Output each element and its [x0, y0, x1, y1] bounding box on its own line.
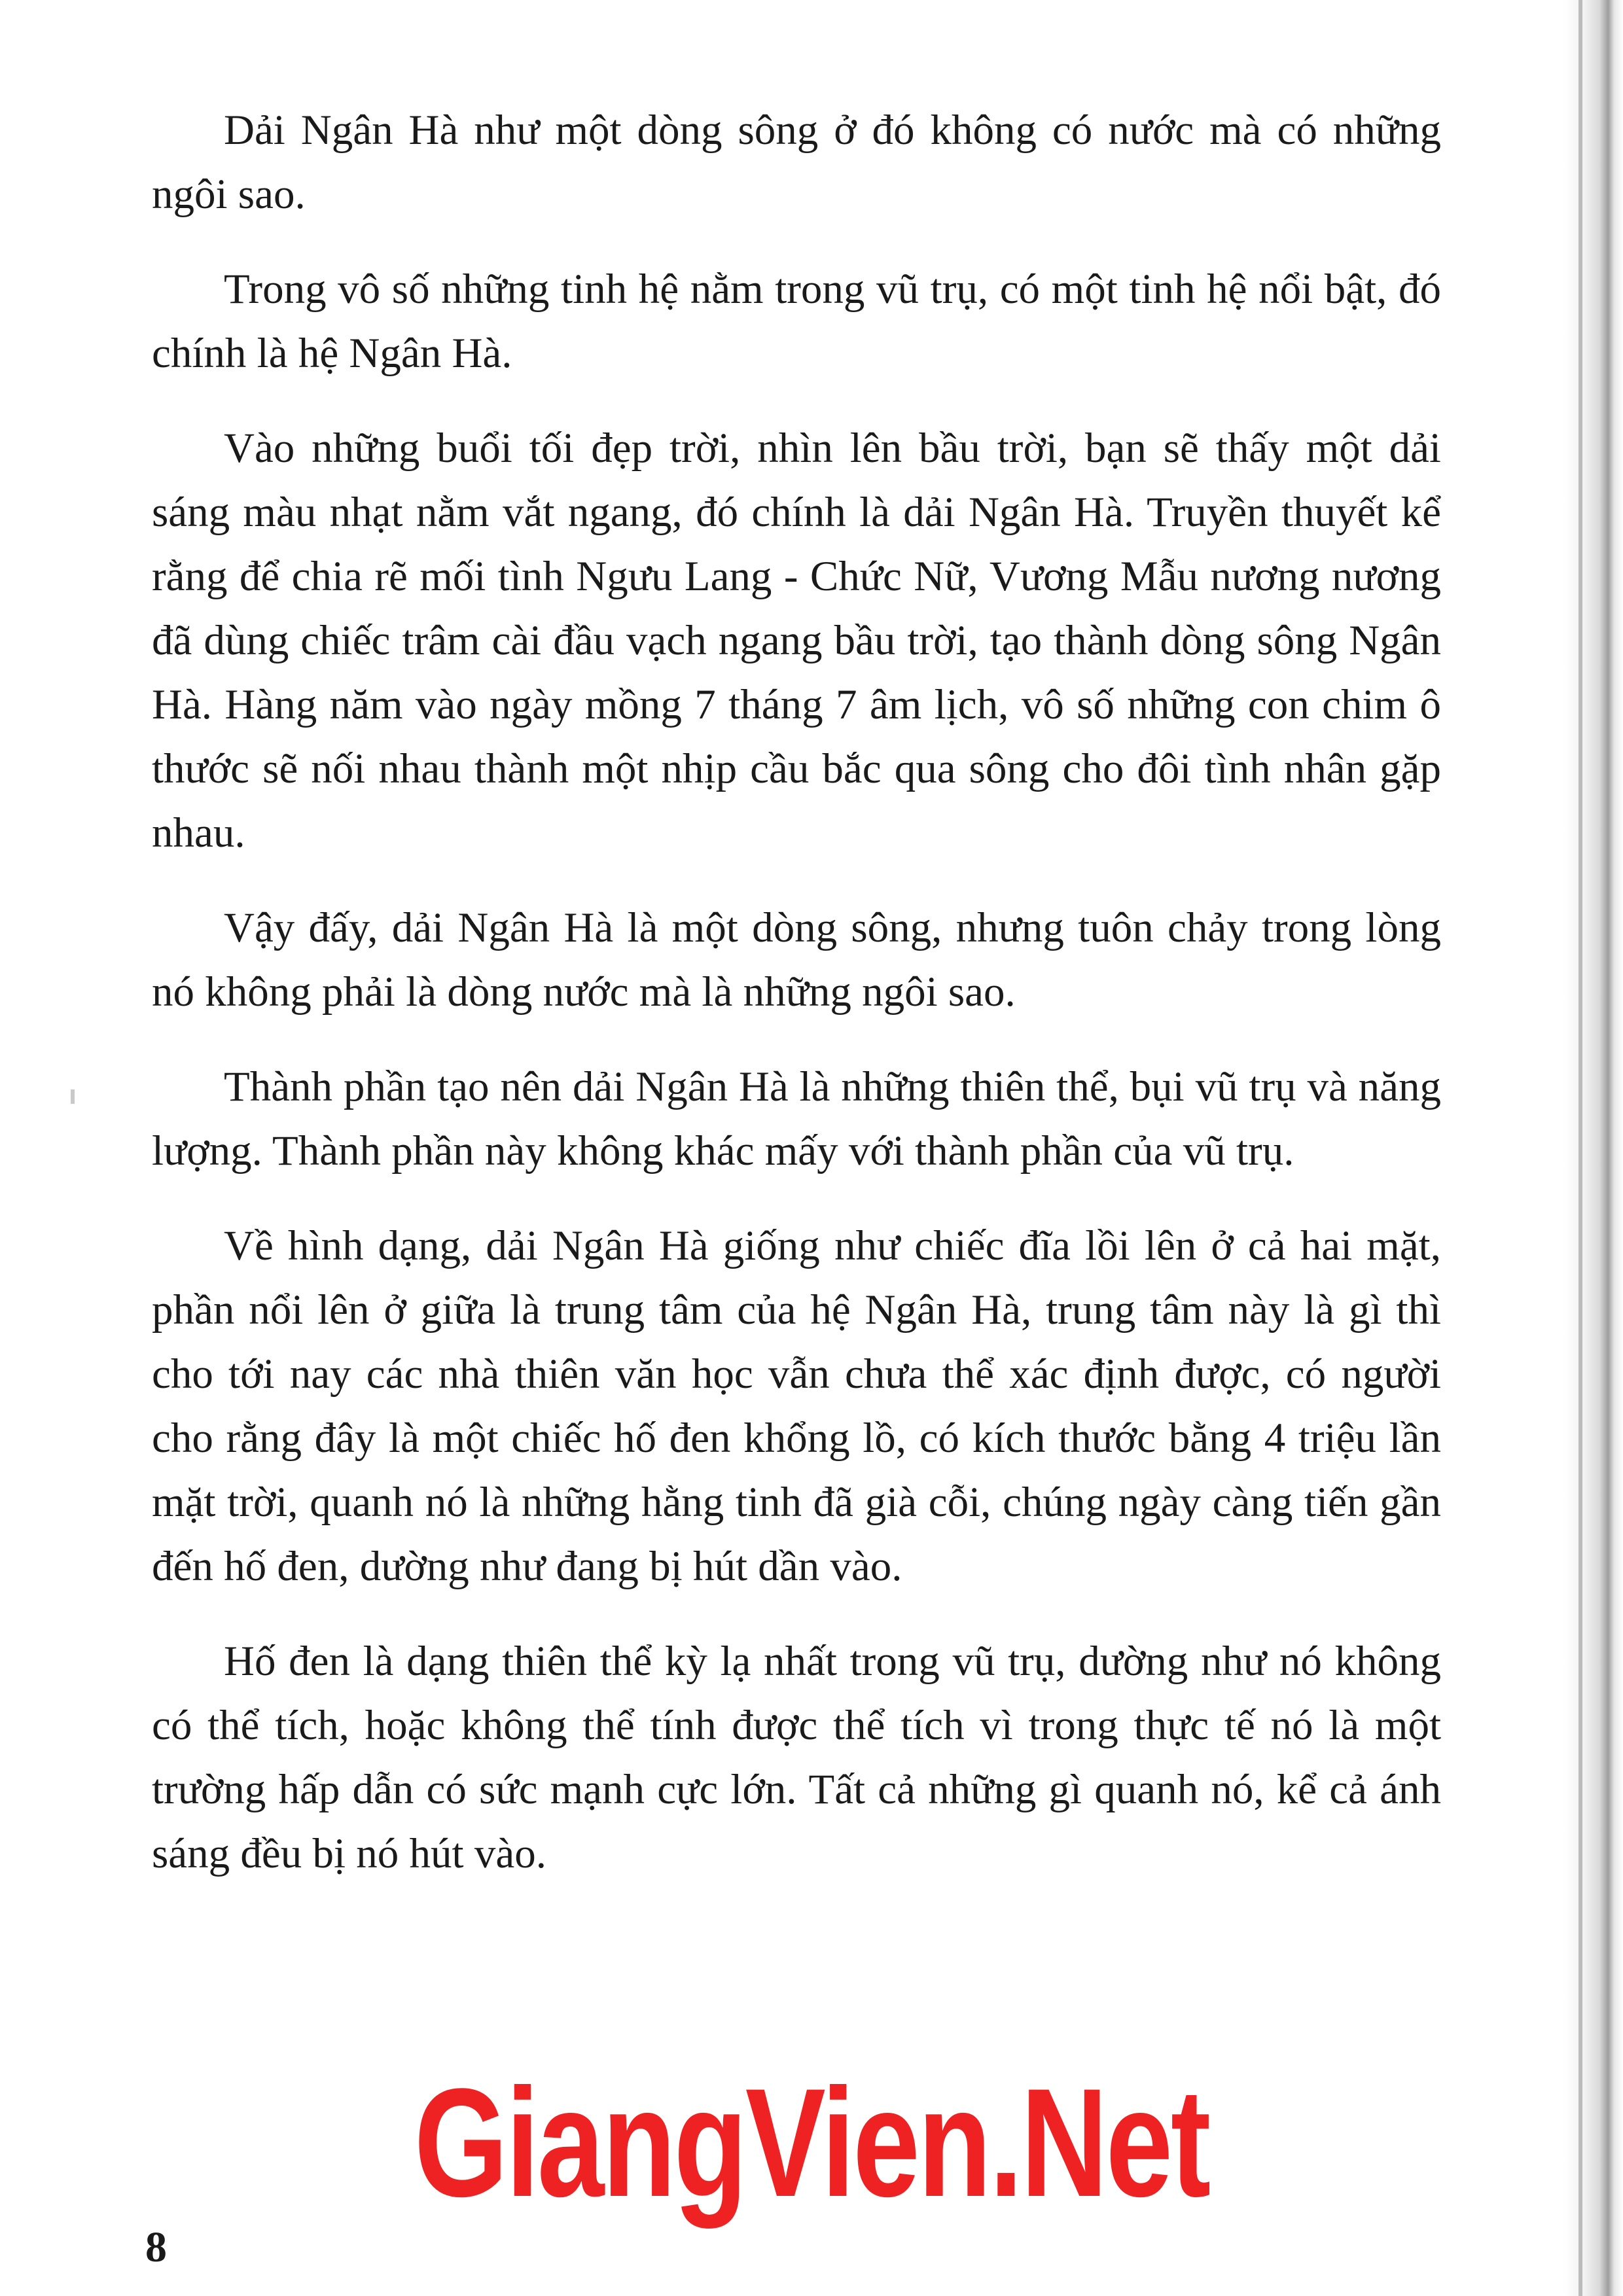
watermark-text: GiangVien.Net: [414, 2057, 1209, 2229]
paragraph-6: Về hình dạng, dải Ngân Hà giống như chiếc đĩa lồi lên ở cả hai mặt, phần nổi lên ở giữa là trung tâm của hệ Ngân Hà, trung tâm này là gì thì cho tới nay các nhà thiên văn học vẫn chưa thể xác định được, có người cho rằng đây là một chiếc hố đen khổng lồ, có kích thước bằng 4 triệu lần mặt trời, quanh nó là những hằng tinh đã già cỗi, chúng ngày càng tiến gần đến hố đen, dường như đang bị hút dần vào.: [152, 1222, 1441, 1590]
page-number: 8: [145, 2223, 167, 2271]
paragraph-2: Trong vô số những tinh hệ nằm trong vũ trụ, có một tinh hệ nổi bật, đó chính là hệ Ngân Hà.: [152, 266, 1441, 377]
paragraph-4: Vậy đấy, dải Ngân Hà là một dòng sông, nhưng tuôn chảy trong lòng nó không phải là dòng nước mà là những ngôi sao.: [152, 904, 1441, 1016]
paragraph-1: Dải Ngân Hà như một dòng sông ở đó không có nước mà có những ngôi sao.: [152, 107, 1441, 218]
paragraph-5: Thành phần tạo nên dải Ngân Hà là những thiên thể, bụi vũ trụ và năng lượng. Thành phần này không khác mấy với thành phần của vũ trụ.: [152, 1063, 1441, 1174]
page-edge-shadow: [1564, 0, 1623, 2296]
page-binding-line: [1578, 0, 1582, 2296]
body-text: [152, 98, 1441, 1916]
paragraph-3: Vào những buổi tối đẹp trời, nhìn lên bầu trời, bạn sẽ thấy một dải sáng màu nhạt nằm vắt ngang, đó chính là dải Ngân Hà. Truyền thuyết kể rằng để chia rẽ mối tình Ngưu Lang - Chức Nữ, Vương Mẫu nương nương đã dùng chiếc trâm cài đầu vạch ngang bầu trời, tạo thành dòng sông Ngân Hà. Hàng năm vào ngày mồng 7 tháng 7 âm lịch, vô số những con chim ô thước sẽ nối nhau thành một nhịp cầu bắc qua sông cho đôi tình nhân gặp nhau.: [152, 425, 1441, 857]
scan-speck: [71, 1089, 75, 1104]
paragraph-7: Hố đen là dạng thiên thể kỳ lạ nhất trong vũ trụ, dường như nó không có thể tích, hoặc không thể tính được thể tích vì trong thực tế nó là một trường hấp dẫn có sức mạnh cực lớn. Tất cả những gì quanh nó, kể cả ánh sáng đều bị nó hút vào.: [152, 1638, 1441, 1877]
